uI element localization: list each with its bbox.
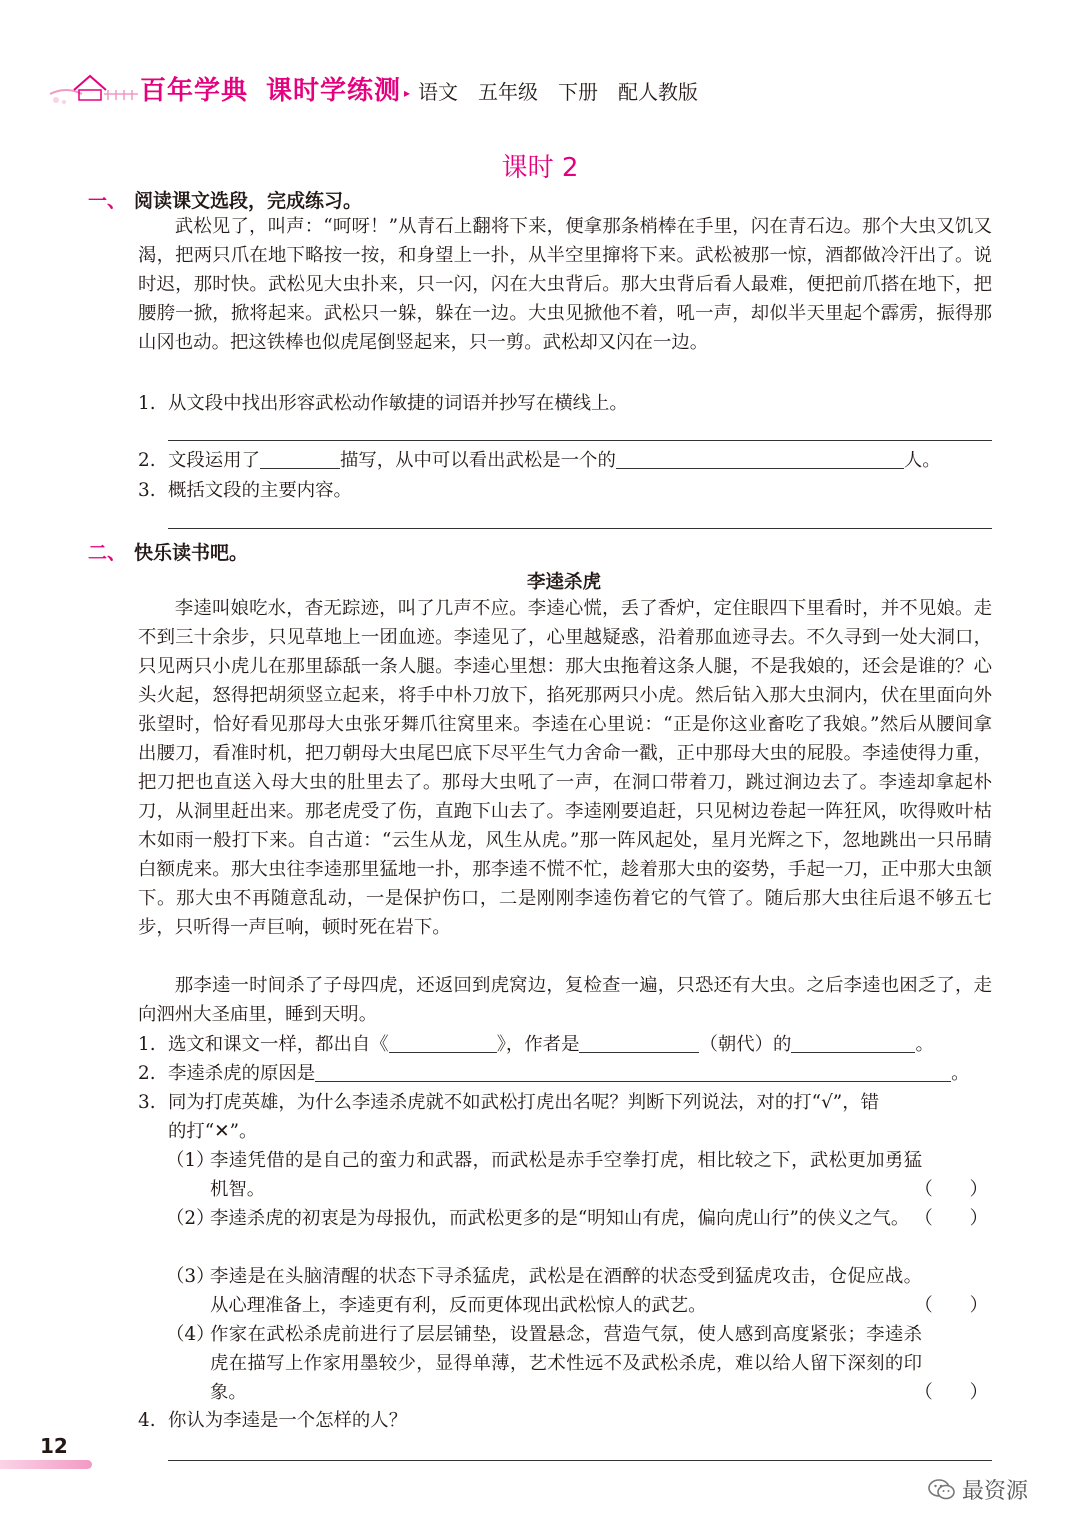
s2-q1-dynasty-blank[interactable] <box>579 1032 699 1053</box>
s2-question-1: 1. 选文和课文一样，都出自《 》，作者是 （朝代）的 。 <box>138 1034 934 1055</box>
s2-q1-author-blank[interactable] <box>791 1032 915 1053</box>
s2-question-3-cont: 的打“✕”。 <box>168 1121 258 1142</box>
book-meta <box>418 76 718 105</box>
s1-question-2: 2. 文段运用了 描写，从中可以看出武松是一个的 人。 <box>138 450 941 471</box>
section-2-number: 二、 <box>88 542 127 564</box>
s1-q2-blank-2[interactable] <box>616 448 904 469</box>
s1-q2-blank-1[interactable] <box>260 448 340 469</box>
s2-q1-book-blank[interactable] <box>389 1032 497 1053</box>
grade: 五年级 <box>478 80 538 104</box>
judgement-option-3: （3） 李逵是在头脑清醒的状态下寻杀猛虎，武松是在酒醉的状态受到猛虎攻击，仓促应战。从心理准备上，李逵更有利，反而更体现出武松惊人的武艺。 （ ） <box>166 1262 992 1320</box>
series-name: 课时学练测 <box>266 76 402 106</box>
page-header <box>40 62 1040 112</box>
watermark-text: 最资源 <box>962 1479 1029 1504</box>
judgement-answer-box-2[interactable]: （ ） <box>914 1208 988 1229</box>
section-1-number: 一、 <box>88 190 127 212</box>
judgement-option-2: （2） 李逵杀虎的初衷是为母报仇，而武松更多的是“明知山有虎，偏向虎山行”的侠义之气。 （ ） <box>166 1204 992 1233</box>
section-2-heading <box>88 538 248 565</box>
page-number-bar <box>0 1460 92 1469</box>
judgement-option-4: （4） 作家在武松杀虎前进行了层层铺垫，设置悬念，营造气氛，使人感到高度紧张；李逵杀虎在描写上作家用墨较少，显得单薄，艺术性远不及武松杀虎，难以给人留下深刻的印象。 （ ） <box>166 1320 992 1407</box>
judgement-answer-box-4[interactable]: （ ） <box>914 1382 988 1403</box>
page-number: 12 <box>40 1434 68 1458</box>
triangle-arrow-icon: ▸ <box>404 86 411 100</box>
s2-q4-answer-line[interactable] <box>168 1460 992 1461</box>
edition: 配人教版 <box>618 80 698 104</box>
s2-question-3: 3. 同为打虎英雄，为什么李逵杀虎就不如武松打虎出名呢？判断下列说法，对的打“√”，错 <box>138 1092 879 1113</box>
house-fence-decoration-icon <box>46 64 146 108</box>
section-1-title: 阅读课文选段，完成练习。 <box>134 190 363 212</box>
s1-q3-answer-line[interactable] <box>168 528 992 529</box>
section-2-title: 快乐读书吧。 <box>134 542 249 564</box>
judgement-option-1: （1） 李逵凭借的是自己的蛮力和武器，而武松是赤手空拳打虎，相比较之下，武松更加勇猛机智。 （ ） <box>166 1146 992 1204</box>
wechat-icon <box>928 1478 956 1502</box>
brand-title <box>140 70 401 107</box>
s1-q1-answer-line[interactable] <box>168 440 992 441</box>
s2-question-4: 4. 你认为李逵是一个怎样的人？ <box>138 1410 408 1431</box>
lesson-title: 课时 2 <box>501 153 579 183</box>
section-2-paragraph-2: 那李逵一时间杀了子母四虎，还返回到虎窝边，复检查一遍，只恐还有大虫。之后李逵也困乏了，走向泗州大圣庙里，睡到天明。 <box>138 975 992 1025</box>
judgement-answer-box-3[interactable]: （ ） <box>914 1295 988 1316</box>
s2-question-2: 2. 李逵杀虎的原因是 。 <box>138 1063 970 1084</box>
s1-question-1: 1. 从文段中找出形容武松动作敏捷的词语并抄写在横线上。 <box>138 393 628 414</box>
s1-question-3: 3. 概括文段的主要内容。 <box>138 480 352 501</box>
brand-name: 百年学典 <box>140 76 249 106</box>
section-1-heading <box>88 186 362 213</box>
passage-title: 李逵杀虎 <box>526 572 601 593</box>
watermark <box>928 1474 1028 1505</box>
subject: 语文 <box>418 80 458 104</box>
section-1-passage: 武松见了，叫声：“呵呀！”从青石上翻将下来，便拿那条梢棒在手里，闪在青石边。那个大虫又饥又渴，把两只爪在地下略按一按，和身望上一扑，从半空里撺将下来。武松被那一惊，酒都做冷汗出了。说时迟，那时快。武松见大虫扑来，只一闪，闪在大虫背后。那大虫背后看人最难，便把前爪搭在地下，把腰胯一掀，掀将起来。武松只一躲，躲在一边。大虫见掀他不着，吼一声，却似半天里起个霹雳，振得那山冈也动。把这铁棒也似虎尾倒竖起来，只一剪。武松却又闪在一边。 <box>138 216 992 353</box>
section-2-paragraph-1: 李逵叫娘吃水，杳无踪迹，叫了几声不应。李逵心慌，丢了香炉，定住眼四下里看时，并不见娘。走不到三十余步，只见草地上一团血迹。李逵见了，心里越疑惑，沿着那血迹寻去。不久寻到一处大洞口，只见两只小虎儿在那里舔舐一条人腿。李逵心里想：那大虫拖着这条人腿，不是我娘的，还会是谁的？心头火起，怒得把胡须竖立起来，将手中朴刀放下，掐死那两只小虎。然后钻入那大虫洞内，伏在里面向外张望时，恰好看见那母大虫张牙舞爪往窝里来。李逵在心里说：“正是你这业畜吃了我娘。”然后从腰间拿出腰刀，看准时机，把刀朝母大虫尾巴底下尽平生气力舍命一戳，正中那母大虫的屁股。李逵使得力重，把刀把也直送入母大虫的肚里去了。那母大虫吼了一声，在洞口带着刀，跳过涧边去了。李逵却拿起朴刀，从洞里赶出来。那老虎受了伤，直跑下山去了。李逵刚要追赶，只见树边卷起一阵狂风，吹得败叶枯木如雨一般打下来。自古道：“云生从龙，风生从虎。”那一阵风起处，星月光辉之下，忽地跳出一只吊睛白额虎来。那大虫往李逵那里猛地一扑，那李逵不慌不忙，趁着那大虫的姿势，手起一刀，正中那大虫颔下。那大虫不再随意乱动，一是保护伤口，二是刚刚李逵伤着它的气管了。随后那大虫往后退不够五七步，只听得一声巨响，顿时死在岩下。 <box>138 598 992 938</box>
s2-q2-reason-blank[interactable] <box>315 1061 951 1082</box>
judgement-answer-box-1[interactable]: （ ） <box>914 1179 988 1200</box>
volume: 下册 <box>558 80 598 104</box>
